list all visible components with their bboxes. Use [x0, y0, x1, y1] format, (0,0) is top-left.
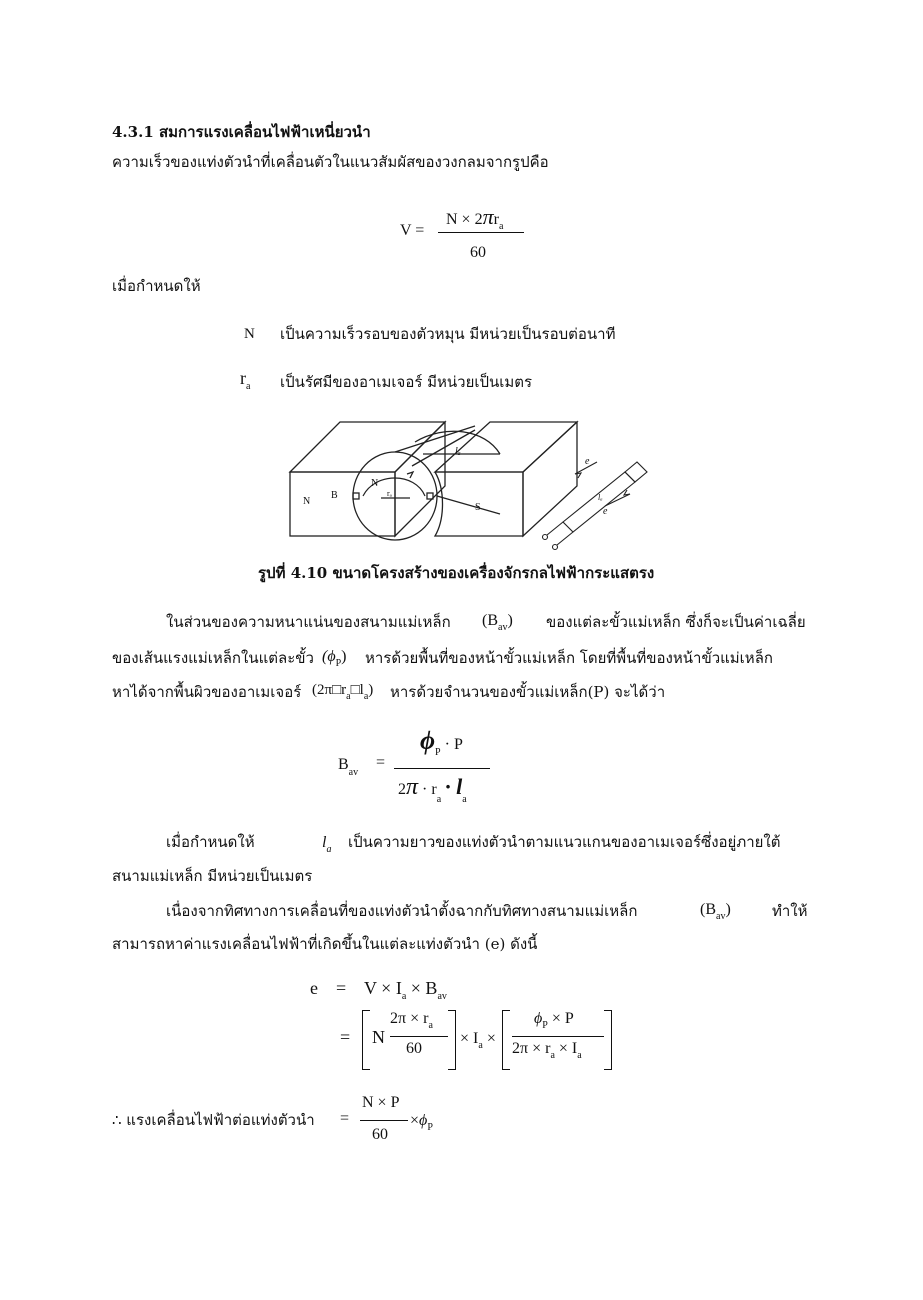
right-bracket-2 [604, 1010, 612, 1070]
symbol-surface: $(2\pi□r_a□l_a)$ [312, 682, 374, 702]
symbol-bav-2: $(B_{av})$ [700, 901, 731, 922]
definition-text: เป็นรัศมีของอาเมเจอร์ มีหน่วยเป็นเมตร [280, 373, 533, 391]
conclusion-lead: ∴ แรงเคลื่อนไฟฟ้าต่อแท่งตัวนำ [112, 1111, 315, 1129]
intro-text: ความเร็วของแท่งตัวนำที่เคลื่อนตัวในแนวสัมผัสของวงกลมจากรูปคือ [112, 153, 549, 171]
conclusion-phi: $\times\phi_P$ [410, 1112, 433, 1133]
eq3-f2-bar [512, 1036, 604, 1037]
eq3-line1-rhs: $V \times I_a \times B_{av}$ [364, 978, 447, 1002]
eq2-fraction-bar [394, 768, 490, 769]
conclusion-numerator: N × P [362, 1094, 400, 1111]
eq3-f2-den: $2\pi \times r_a \times I_a$ [512, 1040, 582, 1061]
eq3-f2-num: $\phi_P \times P$ [534, 1010, 574, 1031]
right-bracket-1 [448, 1010, 456, 1070]
eq3-f1-bar [390, 1036, 448, 1037]
eq1-denominator: 60 [470, 244, 486, 261]
symbol-la: $l_a$ [322, 834, 332, 855]
eq1-fraction-bar [438, 232, 524, 233]
left-bracket-2 [502, 1010, 510, 1070]
eq1-lhs: V = [400, 222, 425, 239]
dc-machine-figure [285, 414, 665, 554]
south-pole-block [435, 422, 577, 536]
left-bracket-1 [362, 1010, 370, 1070]
definition-symbol: N [244, 326, 255, 342]
eq1-numerator: $N \times 2\pi r_a$ [446, 204, 504, 232]
define-lead: เมื่อกำหนดให้ [112, 277, 201, 295]
label-ra: rₐ [387, 489, 392, 498]
eq2-numerator: $\phi_P \cdot P$ [420, 726, 463, 758]
eq3-e: e [310, 978, 318, 998]
symbol-bav: $(B_{av})$ [482, 612, 513, 633]
eq2-denominator: $2\pi \cdot r_a \cdot l_a$ [398, 774, 467, 805]
eq2-lhs: $B_{av}$ [338, 756, 359, 778]
label-pole-n: N [303, 496, 311, 507]
definition-text: เป็นความเร็วรอบของตัวหมุน มีหน่วยเป็นรอบต่อนาที [280, 325, 616, 343]
conductor-bar [543, 462, 648, 550]
section-heading: 4.3.1 สมการแรงเคลื่อนไฟฟ้าเหนี่ยวนำ [112, 123, 371, 141]
conclusion-fraction-bar [360, 1120, 408, 1121]
eq3-f1-num: $2\pi \times r_a$ [390, 1010, 433, 1031]
definition-symbol: $r_a$ [240, 368, 251, 392]
figure-caption: รูปที่ 4.10 ขนาดโครงสร้างของเครื่องจักรกลไฟฟ้ากระแสตรง [258, 564, 655, 582]
conclusion-denominator: 60 [372, 1126, 388, 1143]
label-b: B [331, 490, 338, 501]
label-rotor-n: N [371, 478, 379, 489]
label-la: lₐ [455, 446, 461, 457]
north-pole-block [290, 422, 445, 536]
label-e-top: e [585, 456, 590, 467]
label-la-bar: lₐ [598, 493, 603, 502]
symbol-phi-p: $(\phi_P)$ [322, 648, 347, 669]
eq3-mid: × $I_a$ × [460, 1030, 496, 1051]
label-pole-s: S [475, 502, 481, 513]
label-e-bottom: e [603, 506, 608, 517]
